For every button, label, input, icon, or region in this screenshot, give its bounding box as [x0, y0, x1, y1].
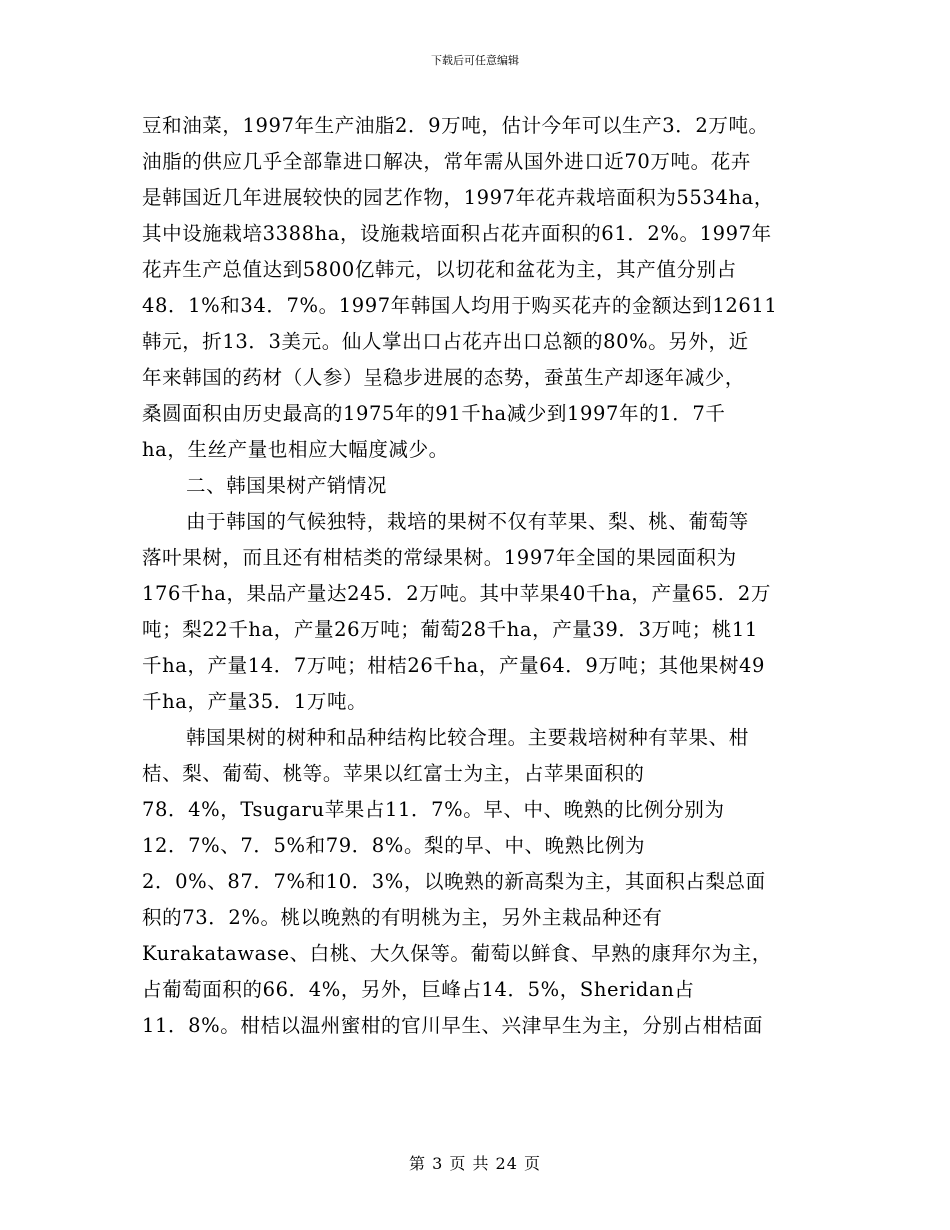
- text-line: 吨；梨22千ha，产量26万吨；葡萄28千ha，产量39．3万吨；桃11: [142, 618, 758, 641]
- text-line: ha，生丝产量也相应大幅度减少。: [142, 438, 449, 461]
- text-line: 豆和油菜，1997年生产油脂2．9万吨，估计今年可以生产3．2万吨。: [142, 114, 769, 137]
- text-line: 占葡萄面积的66．4%，另外，巨峰占14．5%，Sheridan占: [142, 978, 695, 1001]
- text-line: 12．7%、7．5%和79．8%。梨的早、中、晚熟比例为: [142, 834, 646, 857]
- text-line: 11．8%。柑桔以温州蜜柑的官川早生、兴津早生为主，分别占柑桔面: [142, 1014, 763, 1037]
- text-line: 千ha，产量14．7万吨；柑桔26千ha，产量64．9万吨；其他果树49: [142, 654, 766, 677]
- page-number-footer: 第 3 页 共 24 页: [409, 1154, 541, 1173]
- text-line: 48．1%和34．7%。1997年韩国人均用于购买花卉的金额达到12611: [142, 294, 778, 317]
- text-line: Kurakatawase、白桃、大久保等。葡萄以鲜食、早熟的康拜尔为主，: [142, 942, 773, 965]
- text-line: 其中设施栽培3388ha，设施栽培面积占花卉面积的61．2%。1997年: [142, 222, 772, 245]
- text-line: 韩国果树的树种和品种结构比较合理。主要栽培树种有苹果、柑: [186, 726, 749, 749]
- page-header: 下载后可任意编辑: [431, 54, 519, 67]
- text-line: 积的73．2%。桃以晚熟的有明桃为主，另外主栽品种还有: [142, 906, 663, 929]
- text-line: 78．4%，Tsugaru苹果占11．7%。早、中、晚熟的比例分别为: [142, 798, 725, 821]
- text-line: 落叶果树，而且还有柑桔类的常绿果树。1997年全国的果园面积为: [142, 546, 737, 569]
- text-line: 2．0%、87．7%和10．3%，以晚熟的新高梨为主，其面积占梨总面: [142, 870, 766, 893]
- text-line: 桑圆面积由历史最高的1975年的91千ha减少到1997年的1．7千: [142, 402, 726, 425]
- text-line: 千ha，产量35．1万吨。: [142, 690, 368, 713]
- text-line: 油脂的供应几乎全部靠进口解决，常年需从国外进口近70万吨。花卉: [142, 150, 751, 173]
- text-line: 是韩国近几年进展较快的园艺作物，1997年花卉栽培面积为5534ha，: [142, 186, 774, 209]
- text-line: 年来韩国的药材（人参）呈稳步进展的态势，蚕茧生产却逐年减少，: [142, 366, 746, 389]
- text-line: 花卉生产总值达到5800亿韩元，以切花和盆花为主，其产值分别占: [142, 258, 737, 281]
- document-body: [142, 108, 822, 1044]
- text-line: 176千ha，果品产量达245．2万吨。其中苹果40千ha，产量65．2万: [142, 582, 771, 605]
- text-line: 由于韩国的气候独特，栽培的果树不仅有苹果、梨、桃、葡萄等: [186, 510, 749, 533]
- text-line: 韩元，折13．3美元。仙人掌出口占花卉出口总额的80%。另外，近: [142, 330, 749, 353]
- section-heading: 二、韩国果树产销情况: [186, 474, 388, 497]
- text-line: 桔、梨、葡萄、桃等。苹果以红富士为主，占苹果面积的: [142, 762, 645, 785]
